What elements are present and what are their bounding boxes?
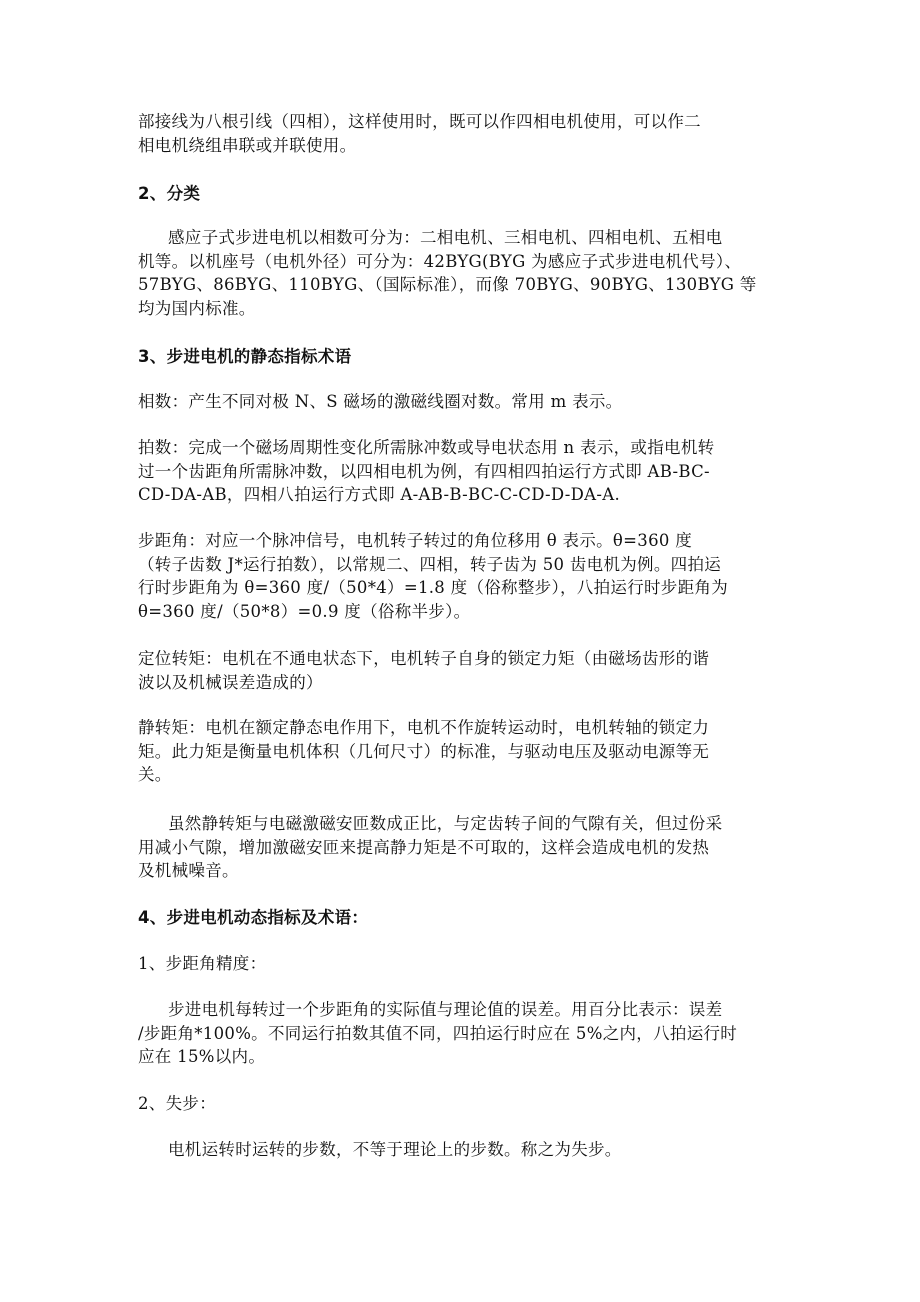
text-line: 步进电机每转过一个步距角的实际值与理论值的误差。用百分比表示：误差 — [168, 1000, 723, 1019]
text-line: 相数：产生不同对极 N、S 磁场的激磁线圈对数。常用 m 表示。 — [138, 392, 623, 411]
text-line: 关。 — [138, 765, 172, 784]
paragraph-accuracy — [138, 998, 788, 1069]
paragraph-step-angle — [138, 529, 788, 623]
text-line: 均为国内标准。 — [138, 298, 256, 318]
text-line: 步距角：对应一个脉冲信号，电机转子转过的角位移用 θ 表示。θ=360 度 — [138, 531, 693, 550]
section-heading-static-terms — [138, 345, 788, 369]
paragraph-accuracy-heading — [138, 952, 788, 976]
text-line: 定位转矩：电机在不通电状态下，电机转子自身的锁定力矩（由磁场齿形的谐 — [138, 649, 710, 668]
text-line: 应在 15%以内。 — [138, 1047, 266, 1066]
paragraph-phase-count — [138, 390, 788, 414]
text-line: 机等。以机座号（电机外径）可分为：42BYG(BYG 为感应子式步进电机代号）、 — [138, 251, 742, 271]
paragraph-static-torque — [138, 716, 788, 787]
paragraph-step-loss-heading — [138, 1092, 788, 1116]
text-line: CD-DA-AB，四相八拍运行方式即 A-AB-B-BC-C-CD-D-DA-A. — [138, 485, 621, 504]
text-line: θ=360 度/（50*8）=0.9 度（俗称半步）。 — [138, 601, 471, 621]
paragraph-beat-count — [138, 436, 788, 507]
paragraph-classification — [138, 226, 788, 320]
text-line: 过一个齿距角所需脉冲数，以四相电机为例，有四相四拍运行方式即 AB-BC- — [138, 461, 710, 481]
text-line: /步距角*100%。不同运行拍数其值不同，四拍运行时应在 5%之内，八拍运行时 — [138, 1023, 738, 1043]
text-line: 用减小气隙，增加激磁安匝来提高静力矩是不可取的，这样会造成电机的发热 — [138, 837, 710, 857]
section-heading-dynamic-terms — [138, 906, 788, 930]
text-line: 矩。此力矩是衡量电机体积（几何尺寸）的标准，与驱动电压及驱动电源等无 — [138, 741, 710, 761]
text-line: 行时步距角为 θ=360 度/（50*4）=1.8 度（俗称整步），八拍运行时步距角为 — [138, 578, 729, 597]
paragraph-wiring — [138, 110, 788, 157]
text-line: 1、步距角精度： — [138, 954, 267, 973]
text-line: 电机运转时运转的步数，不等于理论上的步数。称之为失步。 — [168, 1140, 622, 1159]
text-line: 波以及机械误差造成的） — [138, 672, 323, 692]
section-heading-classification — [138, 182, 788, 206]
text-line: 部接线为八根引线（四相），这样使用时，既可以作四相电机使用，可以作二 — [138, 112, 701, 131]
text-line: 拍数：完成一个磁场周期性变化所需脉冲数或导电状态用 n 表示，或指电机转 — [138, 438, 715, 457]
text-line: 57BYG、86BYG、110BYG、（国际标准），而像 70BYG、90BYG、130BYG 等 — [138, 275, 757, 294]
heading-text: 4、步进电机动态指标及术语： — [138, 908, 369, 927]
text-line: （转子齿数 J*运行拍数），以常规二、四相，转子齿为 50 齿电机为例。四拍运 — [138, 554, 722, 574]
heading-text: 2、分类 — [138, 184, 201, 203]
text-line: 2、失步： — [138, 1094, 216, 1113]
paragraph-step-loss — [138, 1138, 788, 1162]
text-line: 感应子式步进电机以相数可分为：二相电机、三相电机、四相电机、五相电 — [168, 228, 723, 247]
paragraph-torque-note — [138, 812, 788, 883]
text-line: 相电机绕组串联或并联使用。 — [138, 135, 357, 155]
heading-text: 3、步进电机的静态指标术语 — [138, 347, 352, 366]
text-line: 虽然静转矩与电磁激磁安匝数成正比，与定齿转子间的气隙有关，但过份采 — [168, 814, 723, 833]
text-line: 及机械噪音。 — [138, 861, 239, 880]
paragraph-detent-torque — [138, 647, 788, 694]
text-line: 静转矩：电机在额定静态电作用下，电机不作旋转运动时，电机转轴的锁定力 — [138, 718, 710, 737]
